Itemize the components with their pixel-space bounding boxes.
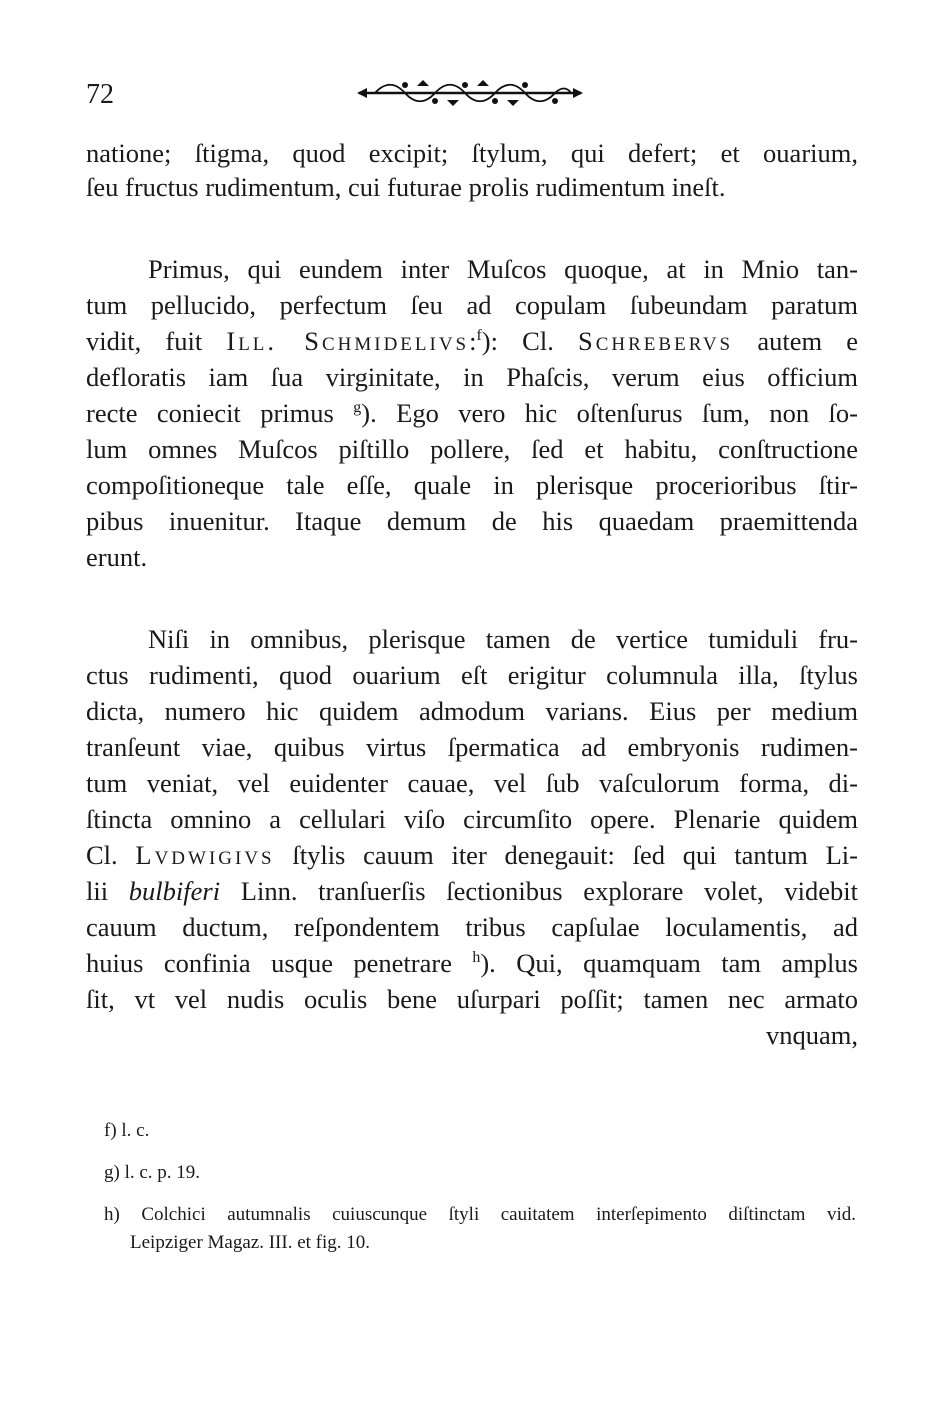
decorative-vine-ornament-icon	[355, 76, 585, 110]
page-number: 72	[86, 79, 114, 110]
text-line	[86, 324, 858, 358]
text-line: pibus inuenitur. Itaque demum de his quaedam praemittenda	[86, 506, 858, 536]
text-run: vidit, fuit	[86, 326, 227, 356]
text-run: ): Cl.	[481, 326, 578, 356]
text-line: defloratis iam ſua virginitate, in Phaſcis, verum eius officium	[86, 362, 858, 392]
text-line: Primus, qui eundem inter Muſcos quoque, at in Mnio tan-	[148, 254, 858, 284]
text-run: recte coniecit primus	[86, 398, 354, 428]
text-line	[86, 946, 858, 980]
text-line: ſtincta omnino a cellulari viſo circumſito opere. Plenarie quidem	[86, 804, 858, 834]
catchword: vnquam,	[766, 1020, 858, 1050]
text-line: tum pellucido, perfectum ſeu ad copulam ſubeundam paratum	[86, 290, 858, 320]
text-line	[86, 874, 858, 908]
text-line: tranſeunt viae, quibus virtus ſpermatica ad embryonis rudimen-	[86, 732, 858, 762]
text-line: erunt.	[86, 542, 148, 572]
footnote-h: h) Colchici autumnalis cuiuscunque ſtyli cauitatem interſepimento diſtinctam vid.	[104, 1204, 856, 1225]
footnote-g: g) l. c. p. 19.	[104, 1162, 201, 1183]
text-line: lum omnes Muſcos piſtillo pollere, ſed et habitu, conſtructione	[86, 434, 858, 464]
author-name: Lvdwigivs	[135, 840, 275, 870]
text-line: compoſitioneque tale eſſe, quale in plerisque procerioribus ſtir-	[86, 470, 858, 500]
footnote-ref: f	[476, 327, 482, 345]
text-line: ſit, vt vel nudis oculis bene uſurpari poſſit; tamen nec armato	[86, 984, 858, 1014]
text-run: ). Ego vero hic oſtenſurus ſum, non ſo-	[361, 398, 858, 428]
text-run: Cl.	[86, 840, 136, 870]
text-line	[86, 838, 858, 872]
text-run: :	[469, 326, 477, 356]
text-line: natione; ſtigma, quod excipit; ſtylum, qui defert; et ouarium,	[86, 138, 858, 168]
text-run: autem e	[733, 326, 858, 356]
footnote-ref: g	[353, 399, 362, 417]
author-name: Schrebervs	[578, 326, 734, 356]
text-line: tum veniat, vel euidenter cauae, vel ſub vaſculorum forma, di-	[86, 768, 858, 798]
text-line: ſeu fructus rudimentum, cui futurae prolis rudimentum ineſt.	[86, 172, 726, 202]
text-run: Linn. tranſuerſis ſectionibus explorare volet, videbit	[220, 876, 858, 906]
species-name: bulbiferi	[128, 876, 221, 906]
author-name: Ill. Schmidelivs	[226, 326, 470, 356]
text-run: huius confinia usque penetrare	[86, 948, 473, 978]
footnote-ref: h	[472, 949, 481, 967]
text-line: ctus rudimenti, quod ouarium eſt erigitur columnula illa, ſtylus	[86, 660, 858, 690]
text-run: ſtylis cauum iter denegauit: ſed qui tantum Li-	[274, 840, 858, 870]
footnote-f: f) l. c.	[104, 1120, 150, 1141]
text-line: Niſi in omnibus, plerisque tamen de vertice tumiduli fru-	[148, 624, 858, 654]
text-line: dicta, numero hic quidem admodum varians. Eius per medium	[86, 696, 858, 726]
footnote-h-continuation: Leipziger Magaz. III. et fig. 10.	[130, 1232, 371, 1253]
text-run: lii	[86, 876, 129, 906]
text-line: cauum ductum, reſpondentem tribus capſulae loculamentis, ad	[86, 912, 858, 942]
text-line	[86, 396, 858, 430]
text-run: ). Qui, quamquam tam amplus	[480, 948, 858, 978]
